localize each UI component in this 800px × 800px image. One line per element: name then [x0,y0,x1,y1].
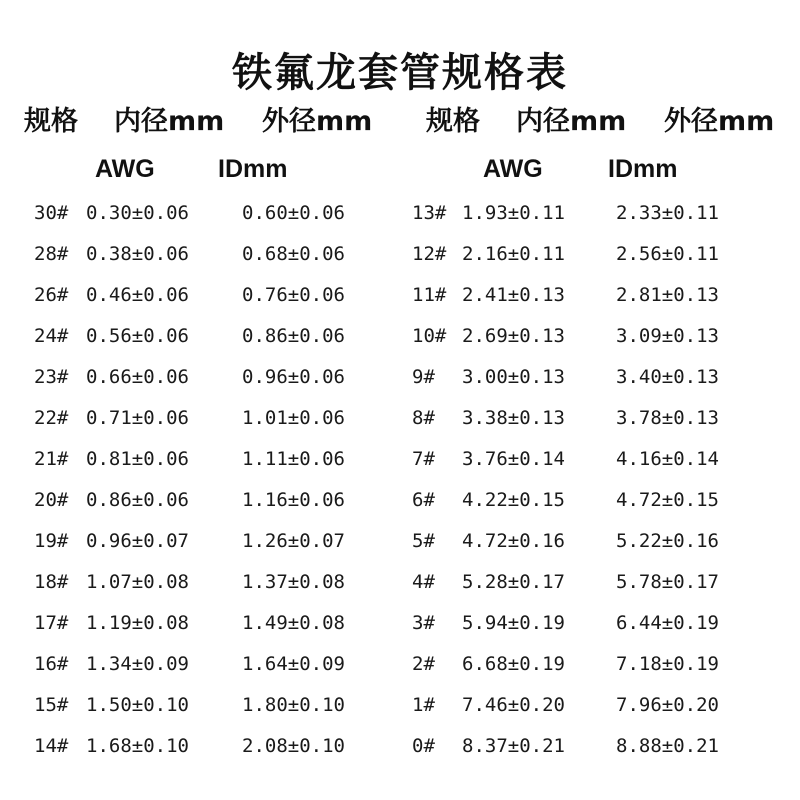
inner-diameter-left: 1.50±0.10 [86,694,189,716]
outer-diameter-right: 6.44±0.19 [616,612,719,634]
header-awg-label-left: AWG [95,155,155,183]
header-id-label-left: IDmm [218,155,288,183]
outer-diameter-right: 3.78±0.13 [616,407,719,429]
table-row [0,275,800,316]
table-row [0,521,800,562]
header-outer-diameter-label-right: 外径mm [664,106,775,137]
table-row [0,357,800,398]
awg-gauge-left: 30# [34,202,69,224]
inner-diameter-left: 0.46±0.06 [86,284,189,306]
table-row [0,562,800,603]
inner-diameter-left: 0.66±0.06 [86,366,189,388]
header-spec-label-right: 规格 [426,106,480,137]
awg-gauge-right: 10# [412,325,447,347]
awg-gauge-right: 11# [412,284,447,306]
table-row [0,193,800,234]
awg-gauge-left: 21# [34,448,69,470]
awg-gauge-right: 2# [412,653,435,675]
awg-gauge-left: 16# [34,653,69,675]
inner-diameter-right: 2.69±0.13 [462,325,565,347]
inner-diameter-right: 5.94±0.19 [462,612,565,634]
inner-diameter-left: 0.30±0.06 [86,202,189,224]
awg-gauge-left: 19# [34,530,69,552]
table-row [0,480,800,521]
inner-diameter-left: 0.96±0.07 [86,530,189,552]
table-row [0,398,800,439]
awg-gauge-left: 28# [34,243,69,265]
table-row [0,726,800,767]
outer-diameter-left: 0.96±0.06 [242,366,345,388]
header-awg-label-right: AWG [483,155,543,183]
inner-diameter-left: 0.56±0.06 [86,325,189,347]
outer-diameter-left: 1.16±0.06 [242,489,345,511]
inner-diameter-left: 1.19±0.08 [86,612,189,634]
inner-diameter-right: 5.28±0.17 [462,571,565,593]
awg-gauge-left: 24# [34,325,69,347]
outer-diameter-right: 7.18±0.19 [616,653,719,675]
outer-diameter-right: 5.78±0.17 [616,571,719,593]
inner-diameter-right: 2.41±0.13 [462,284,565,306]
header-spec-label-left: 规格 [24,106,78,137]
inner-diameter-right: 4.72±0.16 [462,530,565,552]
inner-diameter-right: 2.16±0.11 [462,243,565,265]
inner-diameter-left: 1.07±0.08 [86,571,189,593]
outer-diameter-left: 1.80±0.10 [242,694,345,716]
awg-gauge-right: 12# [412,243,447,265]
inner-diameter-right: 6.68±0.19 [462,653,565,675]
outer-diameter-right: 2.81±0.13 [616,284,719,306]
table-row [0,644,800,685]
awg-gauge-right: 9# [412,366,435,388]
awg-gauge-right: 7# [412,448,435,470]
awg-gauge-right: 13# [412,202,447,224]
awg-gauge-right: 5# [412,530,435,552]
table-row [0,234,800,275]
outer-diameter-left: 0.60±0.06 [242,202,345,224]
awg-gauge-left: 17# [34,612,69,634]
awg-gauge-right: 0# [412,735,435,757]
outer-diameter-left: 0.68±0.06 [242,243,345,265]
inner-diameter-left: 0.38±0.06 [86,243,189,265]
inner-diameter-left: 1.68±0.10 [86,735,189,757]
outer-diameter-right: 2.56±0.11 [616,243,719,265]
header-outer-diameter-label-left: 外径mm [262,106,373,137]
inner-diameter-right: 7.46±0.20 [462,694,565,716]
outer-diameter-right: 3.09±0.13 [616,325,719,347]
header-inner-diameter-label-right: 内径mm [516,106,627,137]
outer-diameter-left: 1.26±0.07 [242,530,345,552]
table-row [0,603,800,644]
inner-diameter-right: 3.38±0.13 [462,407,565,429]
inner-diameter-right: 8.37±0.21 [462,735,565,757]
outer-diameter-left: 1.11±0.06 [242,448,345,470]
outer-diameter-right: 4.72±0.15 [616,489,719,511]
inner-diameter-right: 1.93±0.11 [462,202,565,224]
awg-gauge-right: 3# [412,612,435,634]
outer-diameter-left: 1.37±0.08 [242,571,345,593]
inner-diameter-right: 3.76±0.14 [462,448,565,470]
outer-diameter-right: 5.22±0.16 [616,530,719,552]
inner-diameter-right: 3.00±0.13 [462,366,565,388]
outer-diameter-left: 0.76±0.06 [242,284,345,306]
awg-gauge-left: 14# [34,735,69,757]
inner-diameter-left: 0.81±0.06 [86,448,189,470]
awg-gauge-left: 20# [34,489,69,511]
table-row [0,439,800,480]
awg-gauge-left: 23# [34,366,69,388]
awg-gauge-right: 6# [412,489,435,511]
outer-diameter-left: 1.64±0.09 [242,653,345,675]
awg-gauge-right: 8# [412,407,435,429]
inner-diameter-left: 0.71±0.06 [86,407,189,429]
outer-diameter-right: 4.16±0.14 [616,448,719,470]
awg-gauge-left: 26# [34,284,69,306]
outer-diameter-left: 0.86±0.06 [242,325,345,347]
awg-gauge-left: 15# [34,694,69,716]
awg-gauge-left: 18# [34,571,69,593]
outer-diameter-right: 2.33±0.11 [616,202,719,224]
header-inner-diameter-label-left: 内径mm [114,106,225,137]
outer-diameter-right: 8.88±0.21 [616,735,719,757]
inner-diameter-left: 0.86±0.06 [86,489,189,511]
table-row [0,316,800,357]
table-row [0,685,800,726]
outer-diameter-right: 7.96±0.20 [616,694,719,716]
page-title: 铁氟龙套管规格表 [232,49,568,96]
outer-diameter-left: 2.08±0.10 [242,735,345,757]
inner-diameter-left: 1.34±0.09 [86,653,189,675]
outer-diameter-left: 1.01±0.06 [242,407,345,429]
outer-diameter-right: 3.40±0.13 [616,366,719,388]
header-id-label-right: IDmm [608,155,678,183]
spec-table [0,193,800,767]
inner-diameter-right: 4.22±0.15 [462,489,565,511]
awg-gauge-right: 1# [412,694,435,716]
awg-gauge-left: 22# [34,407,69,429]
awg-gauge-right: 4# [412,571,435,593]
outer-diameter-left: 1.49±0.08 [242,612,345,634]
